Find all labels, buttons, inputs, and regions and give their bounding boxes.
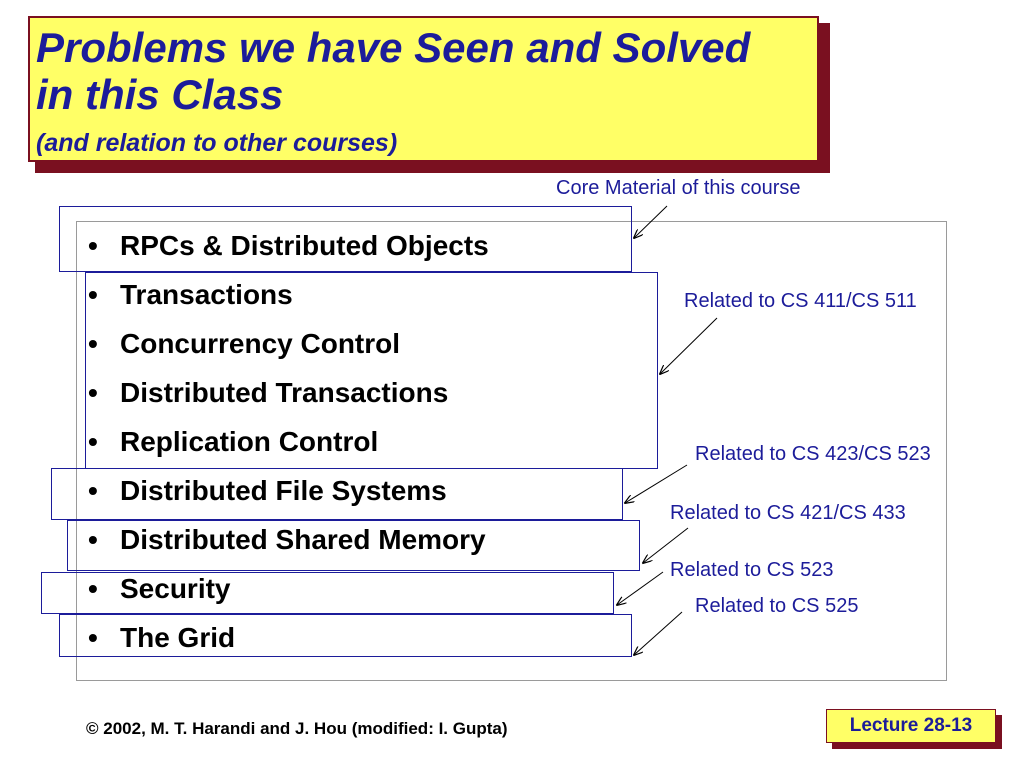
topic-label: Transactions: [120, 279, 293, 310]
arrow-cs525: [634, 612, 682, 655]
topic-label: Distributed File Systems: [120, 475, 447, 506]
topic-label: The Grid: [120, 622, 236, 653]
arrow-core-material: [634, 206, 667, 238]
annotation-cs523: Related to CS 523: [670, 559, 834, 581]
bullet-icon: •: [88, 524, 98, 555]
topic-label: Distributed Transactions: [120, 377, 449, 408]
arrow-cs421: [643, 528, 688, 563]
lecture-badge: Lecture 28-13: [826, 709, 996, 743]
arrow-cs411: [660, 318, 717, 374]
title-line-2: in this Class: [36, 71, 284, 118]
bullet-icon: •: [88, 622, 98, 653]
footer-copyright: © 2002, M. T. Harandi and J. Hou (modified: I. Gupta): [86, 719, 508, 738]
bullet-icon: •: [88, 573, 98, 604]
annotation-cs421: Related to CS 421/CS 433: [670, 502, 906, 524]
annotation-core-material: Core Material of this course: [556, 177, 801, 199]
bullet-icon: •: [88, 377, 98, 408]
annotation-cs525: Related to CS 525: [695, 595, 859, 617]
topic-label: Concurrency Control: [120, 328, 401, 359]
bullet-icon: •: [88, 328, 98, 359]
topic-label: Distributed Shared Memory: [120, 524, 486, 555]
annotation-cs423: Related to CS 423/CS 523: [695, 443, 931, 465]
arrow-cs523: [617, 572, 663, 605]
topic-label: RPCs & Distributed Objects: [120, 230, 489, 261]
title-line-1: Problems we have Seen and Solved: [36, 24, 751, 71]
arrow-cs423: [625, 465, 687, 503]
bullet-icon: •: [88, 475, 98, 506]
slide-subtitle: (and relation to other courses): [36, 129, 398, 157]
annotation-cs411: Related to CS 411/CS 511: [684, 290, 917, 312]
topic-label: Security: [120, 573, 231, 604]
topic-label: Replication Control: [120, 426, 379, 457]
bullet-icon: •: [88, 279, 98, 310]
bullet-icon: •: [88, 426, 98, 457]
bullet-icon: •: [88, 230, 98, 261]
